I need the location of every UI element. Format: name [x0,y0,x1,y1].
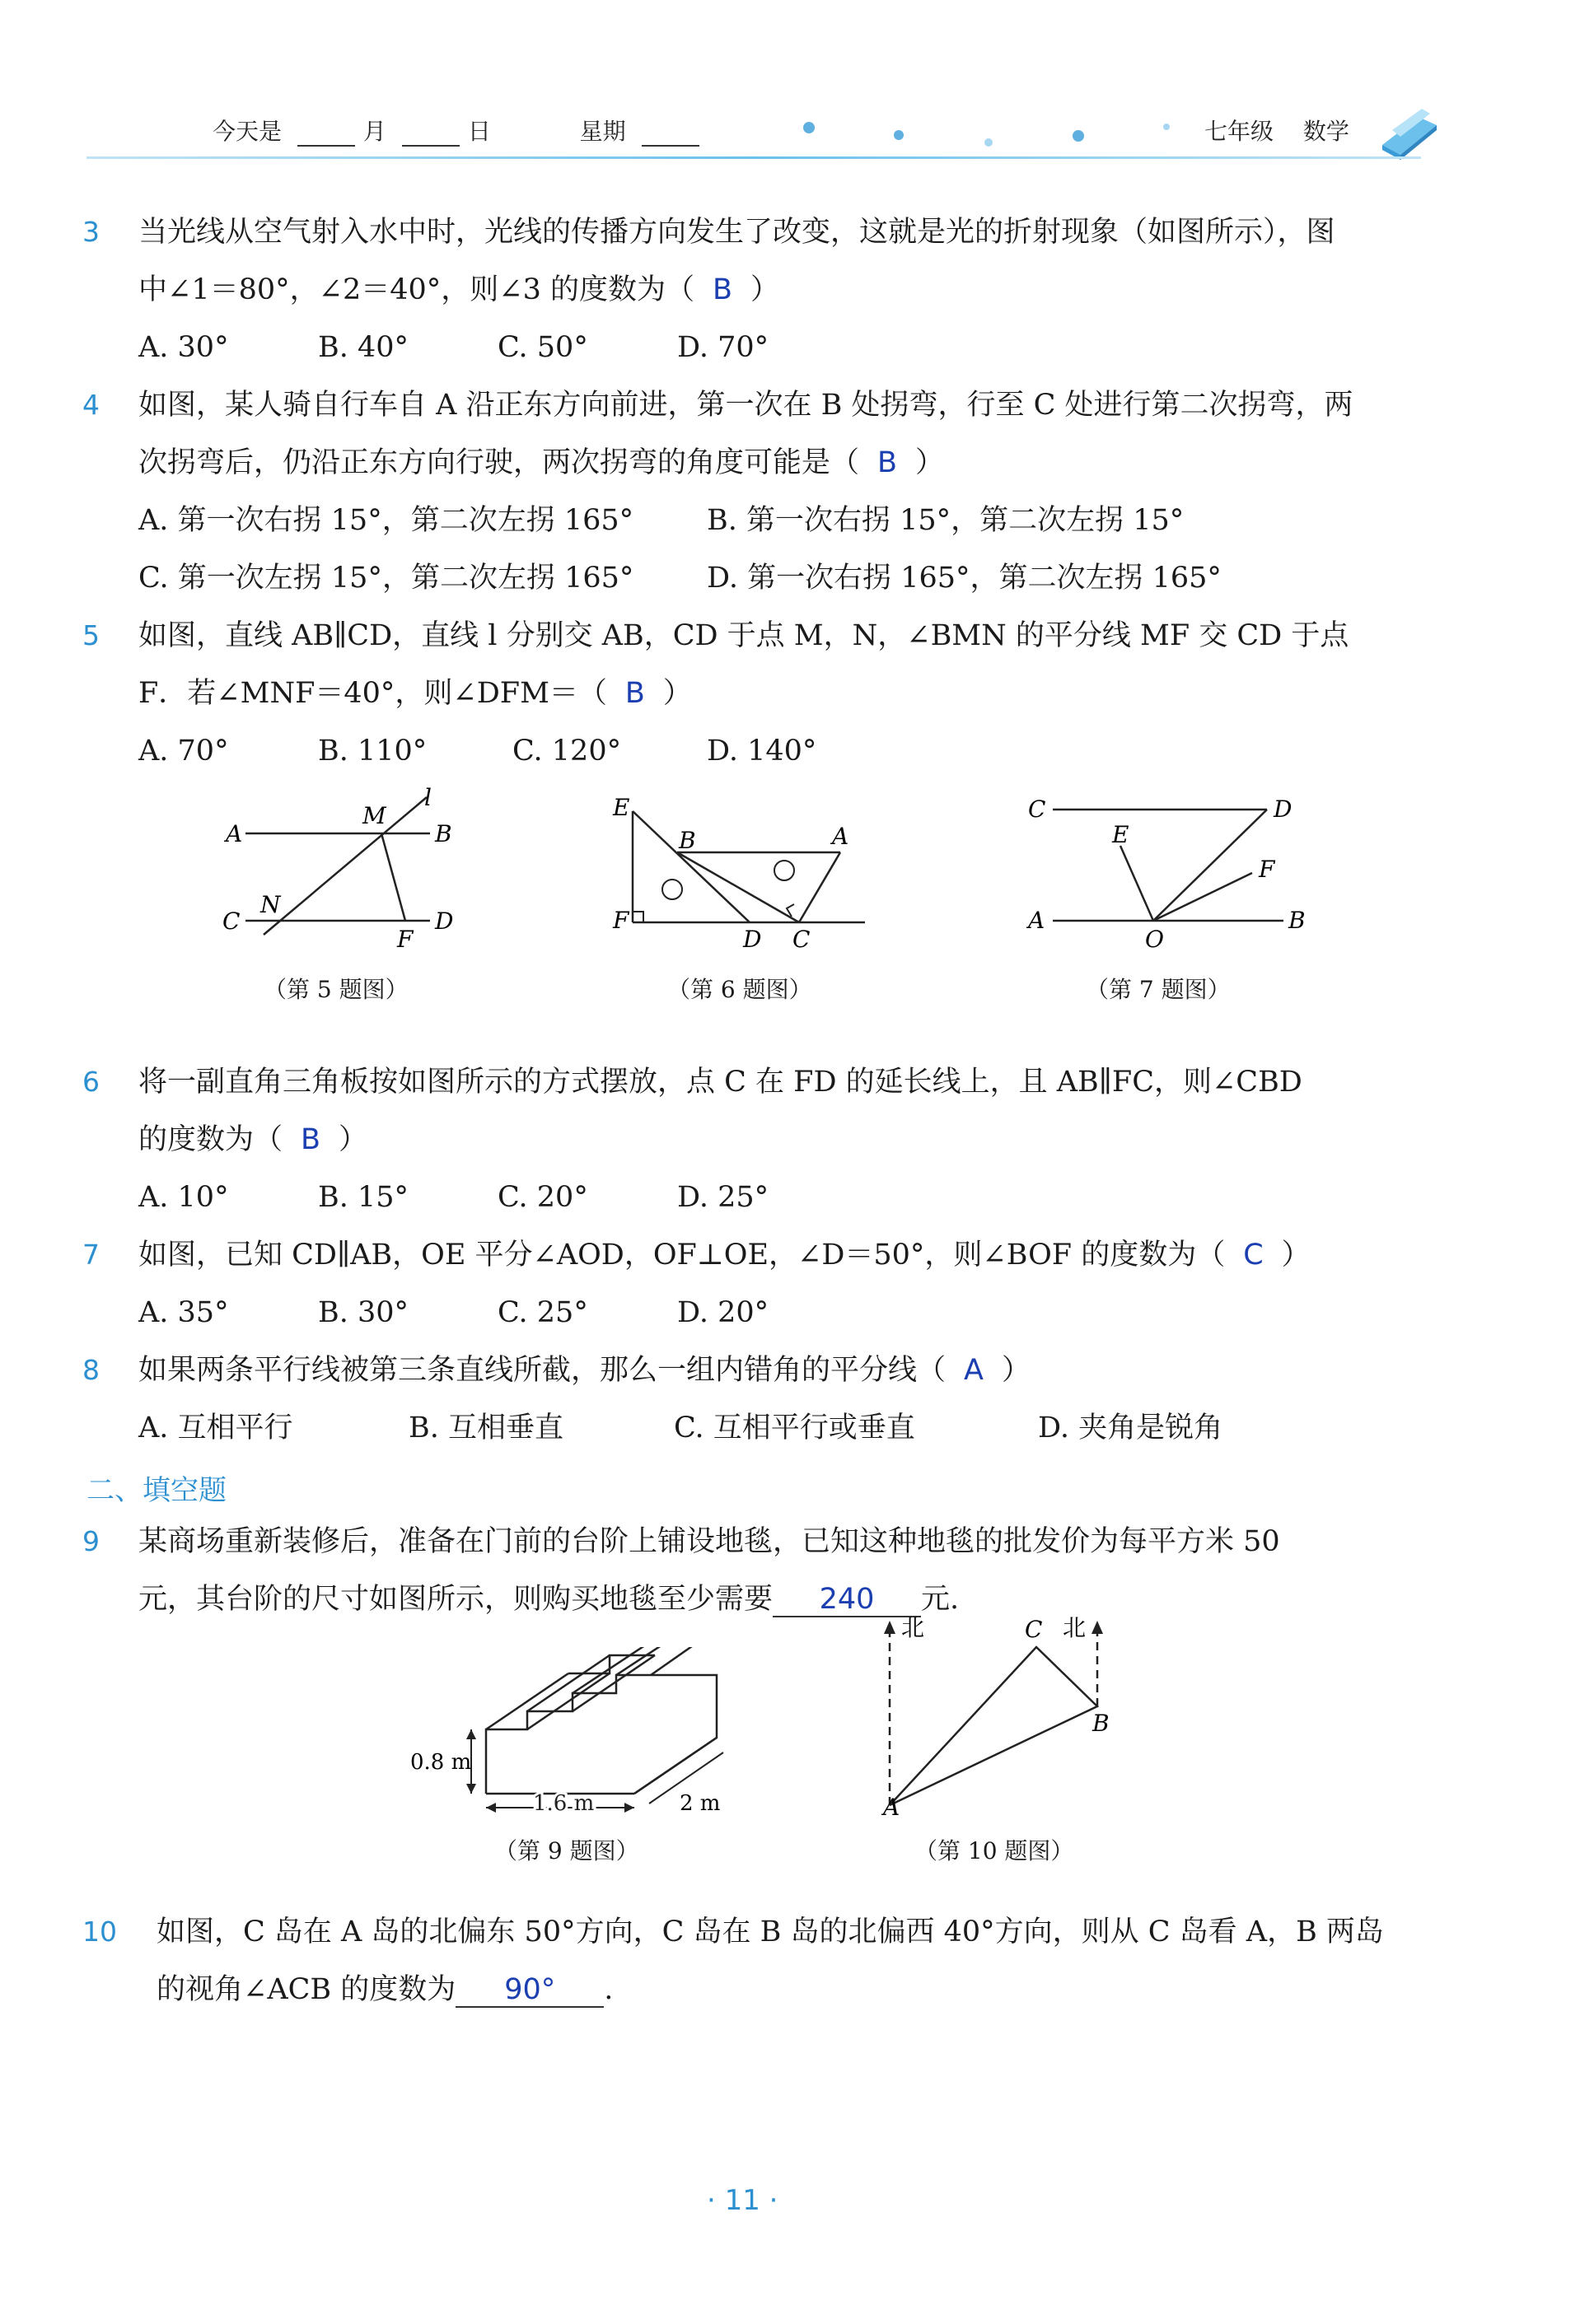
right-angle-f [633,912,643,922]
q7-answer: C [1243,1239,1264,1272]
month-blank [297,124,355,147]
book-icon [1376,97,1442,163]
figure-9 [404,1647,733,1828]
q10-stem-line1: 如图，C 岛在 A 岛的北偏东 50°方向，C 岛在 B 岛的北偏西 40°方向，则从 C 岛看 A，B 两岛 [157,1916,1384,1948]
q10-answer-blank: 90° [456,1973,604,2008]
label-b: B [1092,1710,1110,1737]
figure-10-caption: （第 10 题图） [914,1837,1074,1864]
grade-subject [1204,114,1349,147]
decor-dot [984,138,993,147]
weekday-label: 星期 [579,118,626,145]
q4-option-a: A. 第一次右拐 15°，第二次左拐 165° [138,504,634,537]
option-d: D. 140° [707,735,817,768]
label-e: E [1112,821,1129,848]
header-divider [86,155,1421,160]
q4-option-d: D. 第一次右拐 165°，第二次左拐 165° [707,562,1222,595]
q10-stem-line2: 的视角∠ACB 的度数为 90° . [157,1973,614,2006]
weekday-blank [642,124,699,147]
label-f: F [1259,856,1275,883]
q3-answer: B [712,273,732,306]
q4-stem-line1: 如图，某人骑自行车自 A 沿正东方向前进，第一次在 B 处拐弯，行至 C 处进行第二次拐弯，两 [138,389,1353,422]
q7-options [138,1296,769,1329]
label-b: B [435,820,452,847]
label-c: C [792,926,811,951]
date-line [213,114,708,147]
q4-option-b: B. 第一次右拐 15°，第二次左拐 15° [707,504,1185,537]
q5-stem-line2: F．若∠MNF＝40°，则∠DFM＝（ B ） [138,677,692,710]
subject-label: 数学 [1302,118,1349,145]
question-number: 7 [82,1239,100,1271]
q6-stem-line2: 的度数为（ B ） [138,1123,368,1156]
label-e: E [613,794,630,821]
label-c: C [1025,1616,1043,1643]
question-number: 4 [82,389,100,421]
arrow-head [486,1803,496,1813]
label-l: l [424,784,432,811]
label-f: F [397,926,414,947]
figure-6 [610,786,881,951]
option-d: D. 夹角是锐角 [1038,1412,1223,1444]
q5-answer: B [624,677,645,710]
q6-answer: B [301,1123,321,1156]
q3-stem-line1: 当光线从空气射入水中时，光线的传播方向发生了改变，这就是光的折射现象（如图所示），图 [138,216,1335,249]
option-c: C. 25° [498,1296,588,1329]
hole-circle [774,861,794,880]
option-c: C. 50° [498,331,588,364]
day-blank [402,124,460,147]
arrow-head [466,1729,476,1739]
figure-5-caption: （第 5 题图） [264,976,409,1003]
label-a: A [226,820,243,847]
figure-7 [1021,786,1318,951]
question-number: 10 [82,1916,117,1948]
arrow-head [624,1803,634,1813]
option-b: B. 15° [318,1181,409,1214]
q5-options [138,735,816,768]
option-d: D. 70° [677,331,769,364]
label-d: D [1274,796,1293,823]
label-n: N [260,891,281,918]
label-m: M [362,802,386,829]
figure-7-caption: （第 7 题图） [1086,976,1231,1003]
label-o: O [1145,926,1164,951]
option-a: A. 70° [138,735,229,768]
q4-answer: B [877,446,898,479]
north-label: 北 [1063,1614,1087,1641]
option-b: B. 110° [318,735,428,768]
month-label: 月 [362,118,386,145]
stair-right-side [634,1675,717,1794]
q8-options [138,1412,1222,1444]
stair-depth [527,1655,610,1711]
line-of [1153,873,1252,921]
label-c: C [1028,796,1046,823]
q9-answer-blank: 240 [773,1583,921,1617]
decor-dot [894,130,904,140]
decor-dot [1163,124,1170,130]
label-d: D [435,908,454,935]
stair-depth [527,1673,610,1729]
option-c: C. 120° [512,735,622,768]
option-b: B. 40° [318,331,409,364]
decor-dot [1073,130,1084,142]
section-heading-fill-blank: 二、填空题 [86,1474,227,1507]
q8-answer: A [964,1354,984,1387]
label-d: D [743,926,762,951]
label-b: B [1288,907,1306,934]
option-a: A. 互相平行 [138,1412,293,1444]
question-number: 8 [82,1354,100,1386]
stair-top-depth [616,1647,671,1675]
q3-stem-line2: 中∠1＝80°，∠2＝40°，则∠3 的度数为（ B ） [138,273,780,306]
stair-top-depth [651,1647,700,1675]
figure-6-caption: （第 6 题图） [667,976,812,1003]
option-a: A. 10° [138,1181,229,1214]
triangle-acb [890,1647,1097,1805]
figure-9-caption: （第 9 题图） [494,1837,639,1864]
q8-stem-line1: 如果两条平行线被第三条直线所截，那么一组内错角的平分线（ A ） [138,1354,1031,1387]
q6-stem-line1: 将一副直角三角板按如图所示的方式摆放，点 C 在 FD 的延长线上，且 AB∥FC，则∠CBD [138,1066,1302,1099]
label-f: F [613,907,629,934]
q5-stem-line1: 如图，直线 AB∥CD，直线 l 分别交 AB，CD 于点 M，N，∠BMN 的平分线 MF 交 CD 于点 [138,619,1349,652]
tri-ac [799,852,840,922]
line-oe [1120,846,1153,921]
option-a: A. 30° [138,331,229,364]
q9-stem-line2: 元，其台阶的尺寸如图所示，则购买地毯至少需要 240 元. [138,1583,960,1616]
label-c: C [222,908,241,935]
question-number: 9 [82,1525,100,1557]
day-label: 日 [467,118,491,145]
stair-depth [573,1655,655,1711]
option-a: A. 35° [138,1296,229,1329]
figure-5 [214,782,478,947]
option-d: D. 25° [677,1181,769,1214]
north-label: 北 [901,1614,925,1641]
north-arrow-icon [884,1621,895,1634]
page-header [0,0,1580,173]
q9-stem-line1: 某商场重新装修后，准备在门前的台阶上铺设地毯，已知这种地毯的批发价为每平方米 50 [138,1525,1280,1558]
hole-circle [662,880,682,899]
length-label: 1.6 m [533,1791,595,1816]
question-number: 6 [82,1066,100,1098]
question-number: 3 [82,216,100,248]
option-c: C. 互相平行或垂直 [674,1412,915,1444]
width-label: 2 m [680,1791,721,1816]
question-number: 5 [82,619,100,651]
q7-stem-line1: 如图，已知 CD∥AB，OE 平分∠AOD，OF⊥OE，∠D＝50°，则∠BOF 的度数为（ C ） [138,1239,1311,1272]
arrow-head [466,1784,476,1794]
label-a: A [1028,907,1045,934]
line-mf [381,833,405,921]
q6-options [138,1181,769,1214]
label-b: B [679,827,696,854]
option-b: B. 互相垂直 [409,1412,563,1444]
today-is-label: 今天是 [213,118,283,145]
option-c: C. 20° [498,1181,588,1214]
north-arrow-icon [1092,1621,1103,1634]
decor-dot [803,122,815,133]
option-d: D. 20° [677,1296,769,1329]
height-label: 0.8 m [410,1750,472,1775]
q3-options [138,331,769,364]
q4-option-c: C. 第一次左拐 15°，第二次左拐 165° [138,562,634,595]
stair-depth [573,1647,655,1693]
option-b: B. 30° [318,1296,409,1329]
label-a: A [832,823,849,850]
grade-label: 七年级 [1204,118,1274,145]
stair-front-profile [486,1675,651,1794]
page-number: · 11 · [707,2184,778,2217]
line-od [1153,810,1267,921]
q4-stem-line2: 次拐弯后，仍沿正东方向行驶，两次拐弯的角度可能是（ B ） [138,446,945,479]
line-l [264,797,427,935]
figure-10 [865,1614,1129,1816]
label-a: A [883,1794,900,1816]
